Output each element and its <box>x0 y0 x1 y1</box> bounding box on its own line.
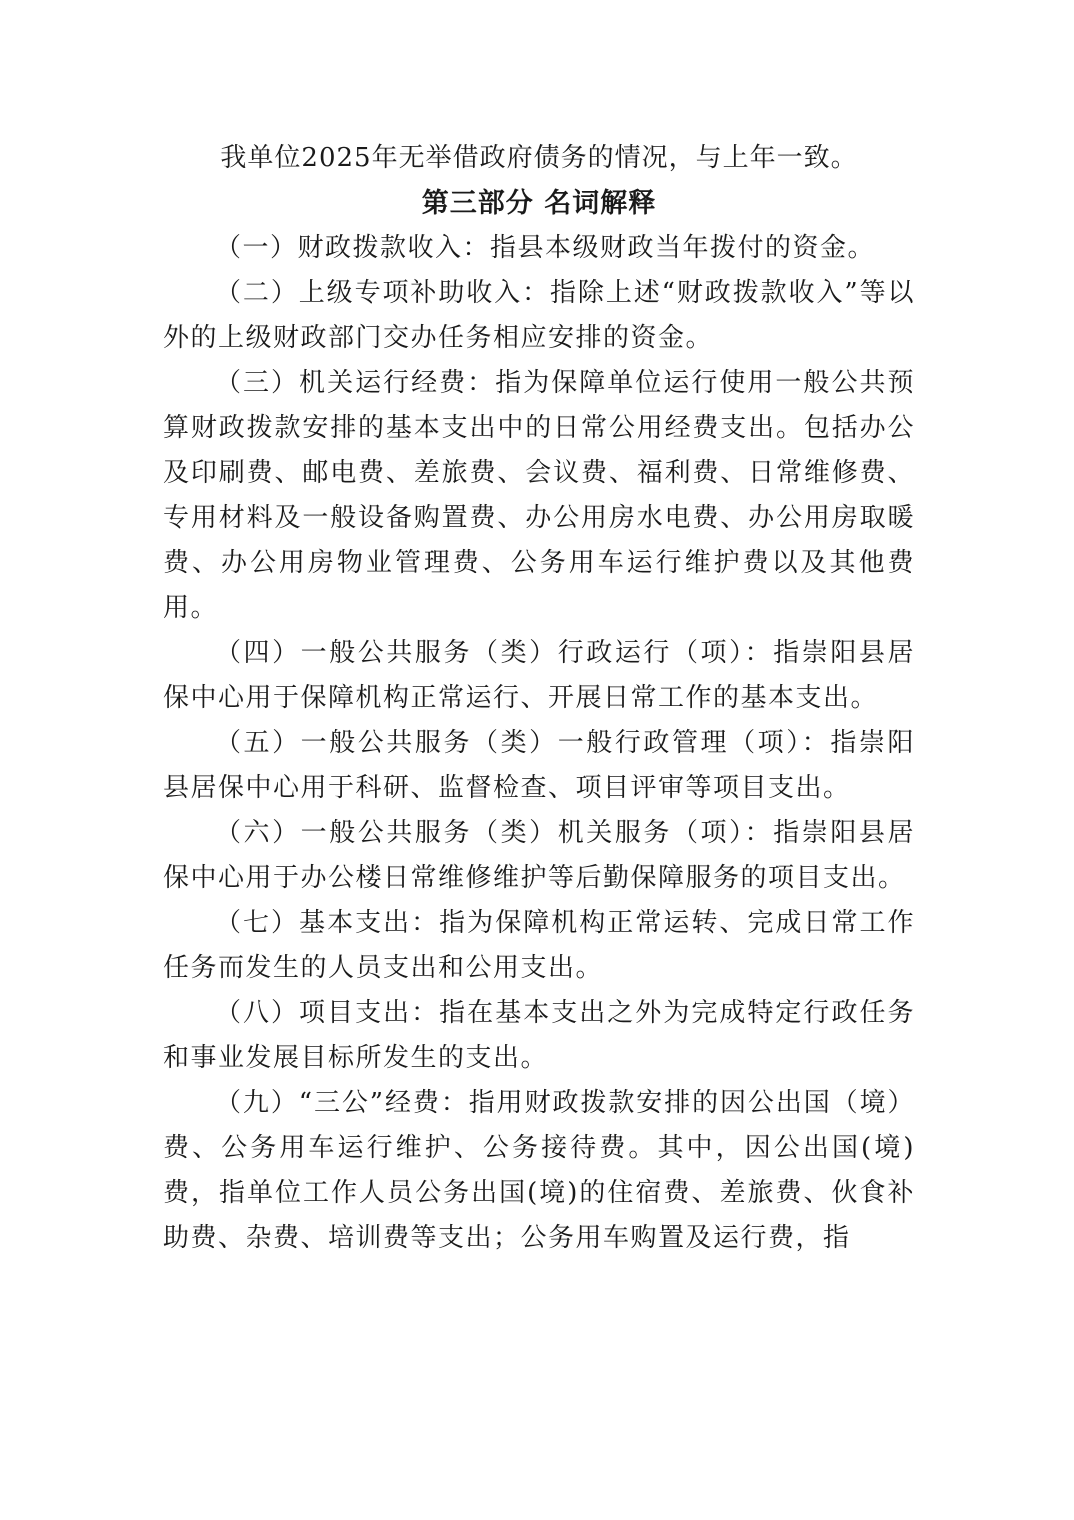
intro-line: 我单位2025年无举借政府债务的情况，与上年一致。 <box>220 143 858 173</box>
paragraph-1: （一）财政拨款收入：指县本级财政当年拨付的资金。 <box>215 233 876 263</box>
paragraph-5: （五）一般公共服务（类）一般行政管理（项）：指崇阳县居保中心用于科研、监督检查、项目评审等项目支出。 <box>163 728 915 803</box>
paragraph-6: （六）一般公共服务（类）机关服务（项）：指崇阳县居保中心用于办公楼日常维修维护等后勤保障服务的项目支出。 <box>163 818 915 893</box>
paragraph-3: （三）机关运行经费：指为保障单位运行使用一般公共预算财政拨款安排的基本支出中的日常公用经费支出。包括办公及印刷费、邮电费、差旅费、会议费、福利费、日常维修费、专用材料及一般设备购置费、办公用房水电费、办公用房取暖费、办公用房物业管理费、公务用车运行维护费以及其他费用。 <box>163 368 915 623</box>
paragraph-9: （九）“三公”经费：指用财政拨款安排的因公出国（境）费、公务用车运行维护、公务接待费。其中，因公出国(境)费，指单位工作人员公务出国(境)的住宿费、差旅费、伙食补助费、杂费、培训费等支出；公务用车购置及运行费，指 <box>163 1088 915 1253</box>
paragraph-8: （八）项目支出：指在基本支出之外为完成特定行政任务和事业发展目标所发生的支出。 <box>163 998 915 1073</box>
document-body <box>163 136 915 1261</box>
section-title: 第三部分 名词解释 <box>421 188 657 219</box>
paragraph-4: （四）一般公共服务（类）行政运行（项）：指崇阳县居保中心用于保障机构正常运行、开展日常工作的基本支出。 <box>163 638 915 713</box>
paragraph-2: （二）上级专项补助收入：指除上述“财政拨款收入”等以外的上级财政部门交办任务相应安排的资金。 <box>163 278 915 353</box>
paragraph-7: （七）基本支出：指为保障机构正常运转、完成日常工作任务而发生的人员支出和公用支出。 <box>163 908 915 983</box>
